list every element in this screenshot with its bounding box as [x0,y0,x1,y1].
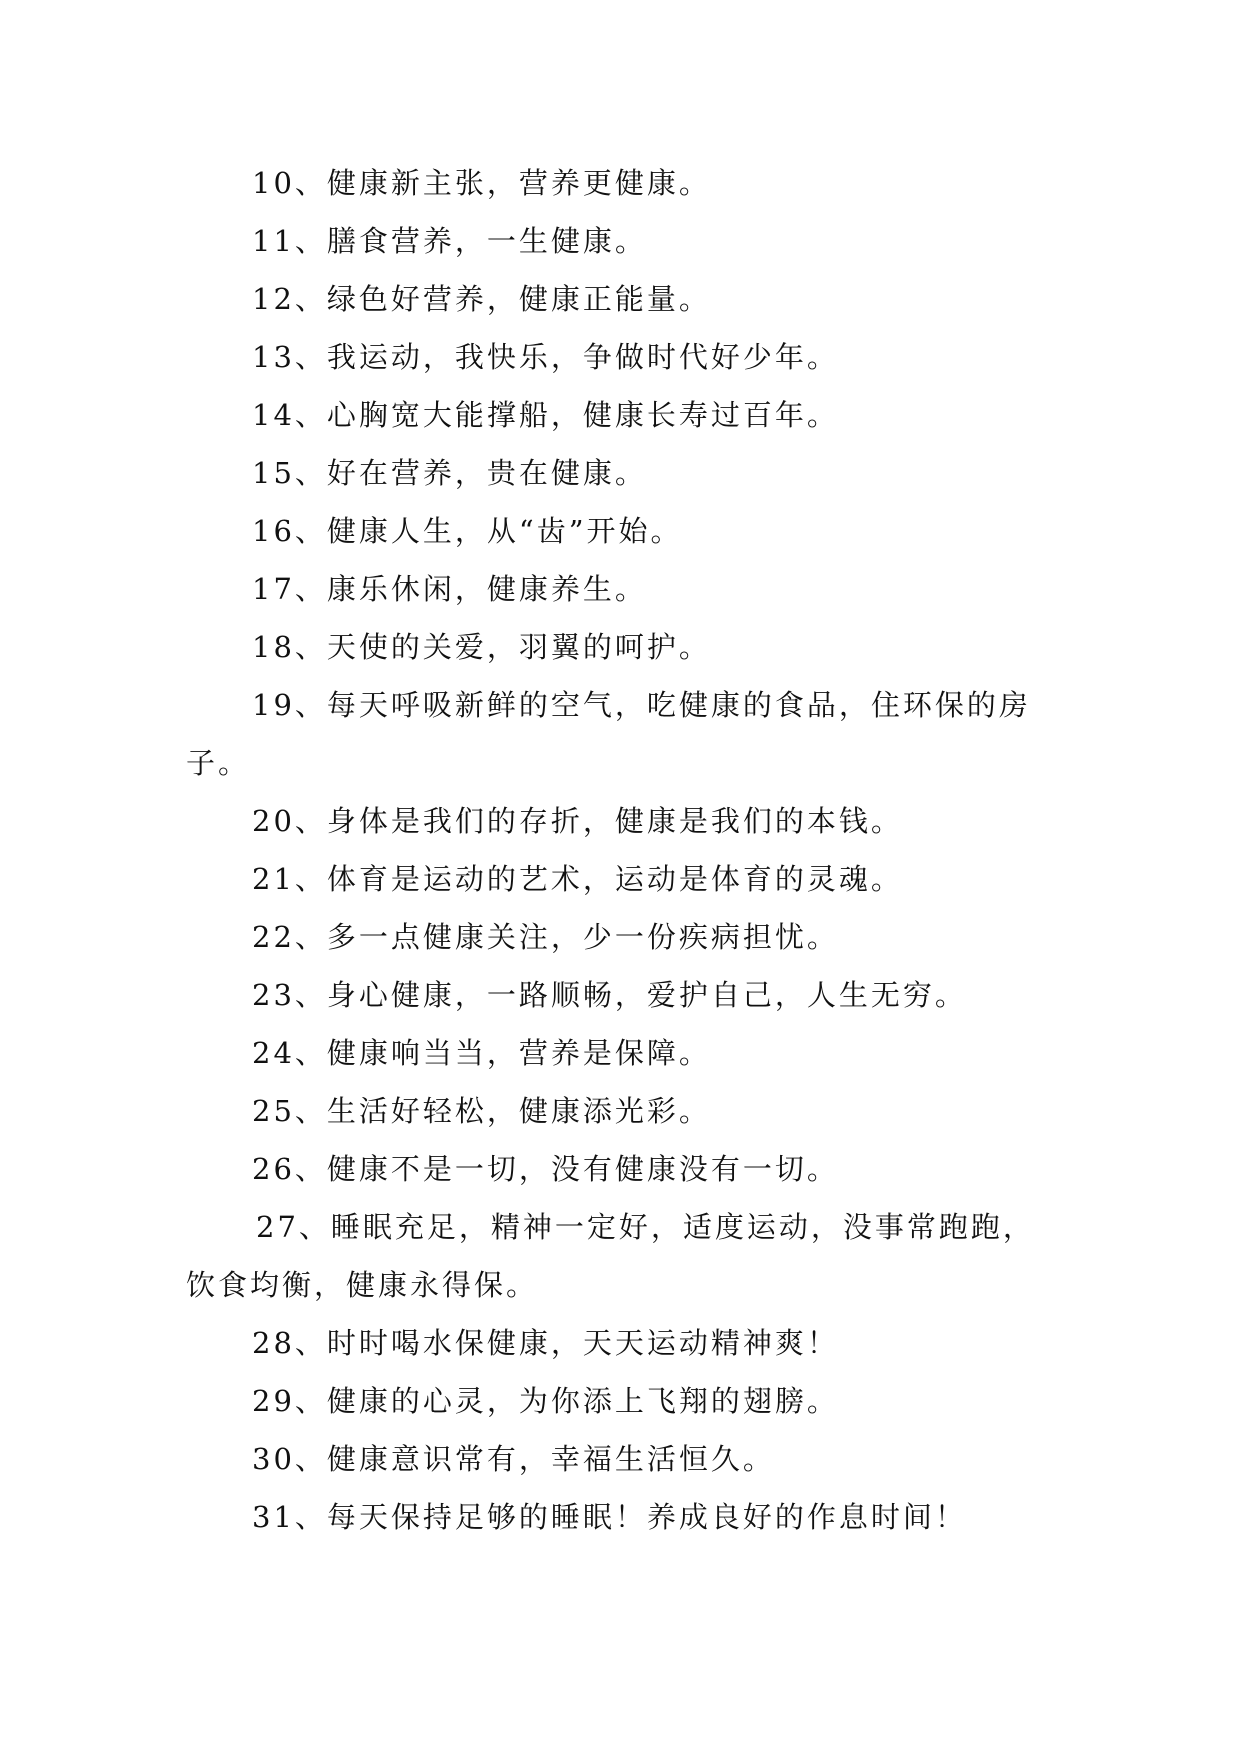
list-item: 22、多一点健康关注，少一份疾病担忧。 [252,920,839,954]
slogan-list [186,154,1076,1546]
list-item: 19、每天呼吸新鲜的空气，吃健康的食品，住环保的房 [252,688,1031,722]
list-item-continuation: 子。 [186,746,251,780]
list-item: 28、时时喝水保健康，天天运动精神爽！ [252,1326,839,1360]
list-item: 25、生活好轻松，健康添光彩。 [252,1094,711,1128]
list-item: 15、好在营养，贵在健康。 [252,456,647,490]
list-item: 23、身心健康，一路顺畅，爱护自己，人生无穷。 [252,978,967,1012]
list-item: 13、我运动，我快乐，争做时代好少年。 [252,340,839,374]
list-item: 31、每天保持足够的睡眠！养成良好的作息时间！ [252,1500,967,1534]
list-item: 27、睡眠充足，精神一定好，适度运动，没事常跑跑， [256,1210,1035,1244]
list-item: 30、健康意识常有，幸福生活恒久。 [252,1442,775,1476]
list-item: 11、膳食营养，一生健康。 [252,224,647,258]
list-item: 26、健康不是一切，没有健康没有一切。 [252,1152,839,1186]
list-item: 29、健康的心灵，为你添上飞翔的翅膀。 [252,1384,839,1418]
list-item: 16、健康人生，从“齿”开始。 [252,514,683,548]
list-item: 10、健康新主张，营养更健康。 [252,166,711,200]
list-item: 18、天使的关爱，羽翼的呵护。 [252,630,711,664]
list-item: 24、健康响当当，营养是保障。 [252,1036,711,1070]
list-item: 20、身体是我们的存折，健康是我们的本钱。 [252,804,903,838]
list-item: 17、康乐休闲，健康养生。 [252,572,647,606]
list-item: 12、绿色好营养，健康正能量。 [252,282,711,316]
list-item: 14、心胸宽大能撑船，健康长寿过百年。 [252,398,839,432]
list-item: 21、体育是运动的艺术，运动是体育的灵魂。 [252,862,903,896]
list-item-continuation: 饮食均衡，健康永得保。 [186,1268,539,1302]
